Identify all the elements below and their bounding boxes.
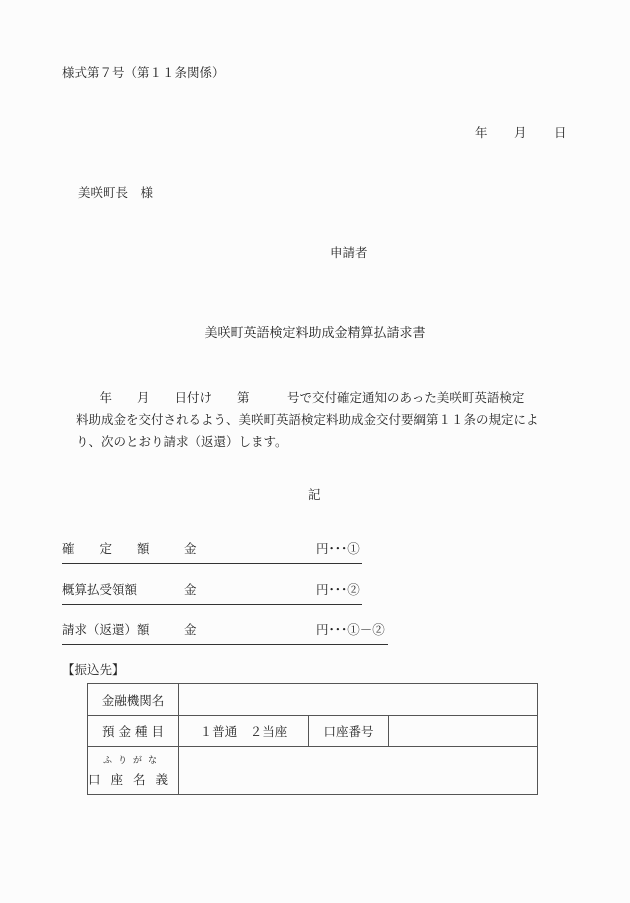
furigana-label: ふりがな (102, 756, 163, 766)
confirmed-amount-row (62, 543, 362, 564)
addressee: 美咲町長 様 (78, 185, 154, 200)
confirmed-amount-yen: 円･･･① (316, 541, 360, 556)
deposit-type-label: 預 金 種 目 (88, 716, 179, 747)
account-name-label: 口座名義 (88, 772, 179, 787)
date-month-label: 月 (514, 125, 527, 140)
claim-amount-kin: 金 (184, 622, 197, 637)
institution-label: 金融機関名 (88, 684, 179, 716)
deposit-type-options[interactable]: １普通 ２当座 (179, 716, 309, 747)
confirmed-amount-kin: 金 (184, 541, 197, 556)
claim-amount-label: 請求（返還）額 (62, 622, 150, 637)
date-day-label: 日 (554, 125, 567, 140)
account-number-field[interactable] (389, 716, 538, 747)
advance-received-row (62, 584, 362, 605)
applicant-label: 申請者 (330, 245, 368, 260)
advance-received-kin: 金 (184, 582, 197, 597)
date-year-label: 年 (475, 125, 488, 140)
body-line-3: り、次のとおり請求（返還）します。 (76, 434, 288, 449)
form-number: 様式第７号（第１１条関係） (62, 65, 225, 80)
advance-received-yen: 円･･･② (316, 582, 360, 597)
document-title: 美咲町英語検定料助成金精算払請求書 (204, 326, 426, 341)
confirmed-amount-label: 確 定 額 (62, 541, 150, 556)
account-number-label: 口座番号 (309, 716, 389, 747)
account-name-label-cell (88, 747, 179, 795)
bank-transfer-table (87, 683, 538, 795)
ki-heading: 記 (308, 487, 321, 502)
claim-amount-yen: 円･･･①－② (316, 622, 385, 637)
claim-amount-row (62, 624, 388, 645)
body-line-2: 料助成金を交付されるよう、美咲町英語検定料助成金交付要綱第１１条の規定によ (76, 412, 539, 427)
request-body-text (62, 387, 582, 453)
advance-received-label: 概算払受領額 (62, 582, 138, 597)
body-line-1: 年 月 日付け 第 号で交付確定通知のあった美咲町英語検定 (62, 390, 525, 405)
bank-transfer-header: 【振込先】 (62, 662, 125, 677)
account-name-field[interactable] (179, 747, 538, 795)
institution-field[interactable] (179, 684, 538, 716)
